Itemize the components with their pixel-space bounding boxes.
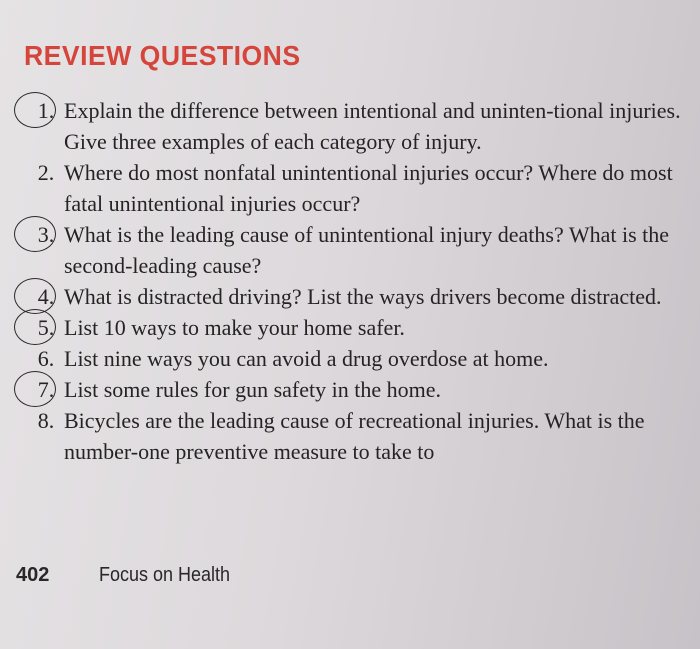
question-text: What is distracted driving? List the ways drivers become distracted. — [64, 284, 662, 309]
book-title: Focus on Health — [98, 564, 231, 586]
review-questions-heading: REVIEW QUESTIONS — [24, 40, 301, 71]
question-number: 2. — [37, 160, 55, 185]
question-item — [24, 281, 684, 312]
question-number: 5. — [37, 315, 55, 340]
page-number: 402 — [16, 564, 50, 586]
question-text: Explain the difference between intentional and uninten-tional injuries. Give three examples of each category of injury. — [64, 98, 681, 154]
question-number: 6. — [37, 346, 55, 371]
question-number: 1. — [37, 98, 55, 123]
page-footer — [16, 564, 245, 587]
question-item — [24, 219, 684, 281]
question-item — [24, 312, 684, 343]
question-text: List nine ways you can avoid a drug overdose at home. — [64, 346, 549, 371]
review-question-list — [24, 95, 684, 467]
question-number: 3. — [37, 222, 55, 247]
question-item — [24, 405, 684, 467]
question-item — [24, 374, 684, 405]
question-item — [24, 95, 684, 157]
question-item — [24, 157, 684, 219]
question-number: 4. — [37, 284, 55, 309]
question-text: List some rules for gun safety in the home. — [64, 377, 441, 402]
question-item — [24, 343, 684, 374]
question-text: Bicycles are the leading cause of recreational injuries. What is the number-one preventive measure to take to — [64, 408, 645, 464]
question-number: 7. — [37, 377, 55, 402]
question-text: What is the leading cause of unintentional injury deaths? What is the second-leading cause? — [64, 222, 670, 278]
question-text: Where do most nonfatal unintentional injuries occur? Where do most fatal unintentional injuries occur? — [64, 160, 673, 216]
question-number: 8. — [37, 408, 55, 433]
question-text: List 10 ways to make your home safer. — [64, 315, 405, 340]
